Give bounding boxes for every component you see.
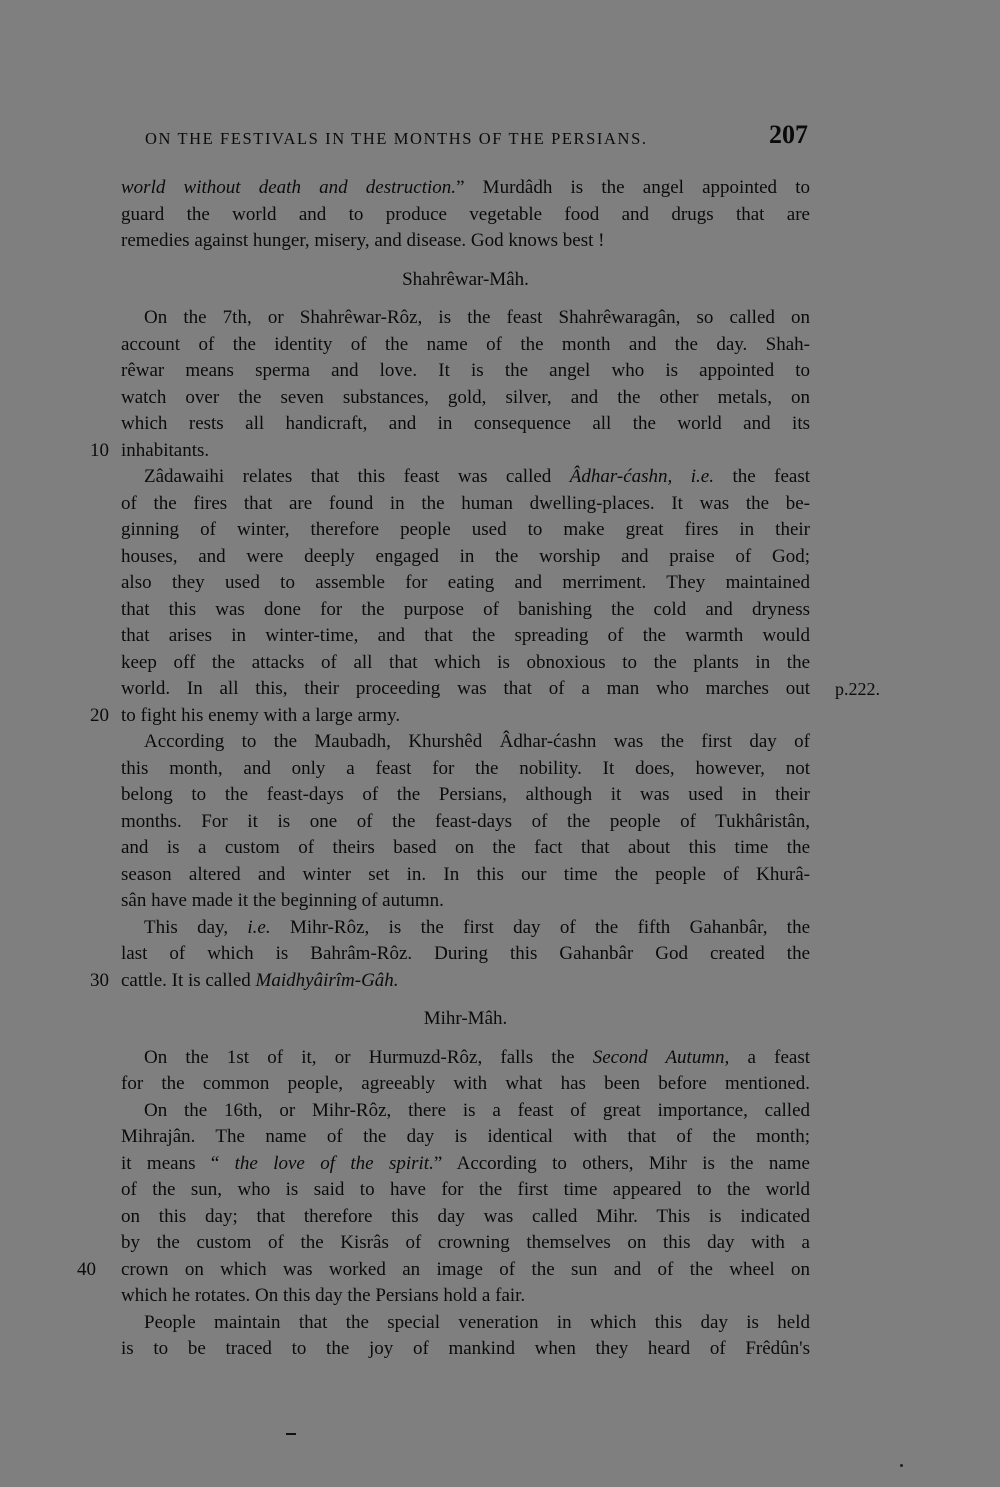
text-line: of the sun, who is said to have for the first time appeared to the world [121,1179,810,1200]
text-line: months. For it is one of the feast-days of the people of Tukhâristân, [121,810,810,832]
running-head: ON THE FESTIVALS IN THE MONTHS OF THE PERSIANS. [145,129,648,148]
text-line: sân have made it the beginning of autumn. [121,890,444,911]
text-line: that arises in winter-time, and that the spreading of the warmth would [121,625,810,646]
text-line: On the 16th, or Mihr-Rôz, there is a feast of great importance, called [144,1099,810,1121]
line-number: 40 [77,1258,96,1280]
text-line: belong to the feast-days of the Persians, although it was used in their [121,784,810,805]
text-line: on this day; that therefore this day was called Mihr. This is indicated [121,1205,810,1227]
ink-speck [900,1464,903,1467]
text-line: world. In all this, their proceeding was that of a man who marches out p.222. [121,676,810,703]
text-line: 20 to fight his enemy with a large army. [121,703,810,730]
text-line: ginning of winter, therefore people used to make great fires in their [121,519,810,540]
text-line: Zâdawaihi relates that this feast was called Âdhar-ćashn, i.e. the feast [144,466,810,487]
text-line: last of which is Bahrâm-Rôz. During this Gahanbâr God created the [121,943,810,964]
text-line: watch over the seven substances, gold, silver, and the other metals, on [121,386,810,408]
text-line: season altered and winter set in. In this our time the people of Khurâ- [121,863,810,885]
text-line: it means “ the love of the spirit.” According to others, Mihr is the name [121,1152,810,1174]
text-line: is to be traced to the joy of mankind when they heard of Frêdûn's [121,1338,810,1359]
page-header [145,120,810,156]
text-line: guard the world and to produce vegetable food and drugs that are [121,203,810,225]
text-line: which rests all handicraft, and in consequence all the world and its [121,413,810,434]
section-heading: Mihr-Mâh. [423,1008,508,1029]
text-line: that this was done for the purpose of banishing the cold and dryness [121,598,810,620]
text-line: rêwar means sperma and love. It is the angel who is appointed to [121,360,810,381]
text-line: for the common people, agreeably with what has been before mentioned. [121,1073,810,1094]
text-line: also they used to assemble for eating and merriment. They maintained [121,572,810,593]
text-line: 40 crown on which was worked an image of the sun and of the wheel on [121,1257,810,1284]
text-line: According to the Maubadh, Khurshêd Âdhar-ćashn was the first day of [144,731,810,752]
text-line: Mihrajân. The name of the day is identical with that of the month; [121,1126,810,1147]
line-number: 30 [90,969,109,991]
text-line: 30 cattle. It is called Maidhyâirîm-Gâh. [121,968,810,995]
text-line: this month, and only a feast for the nobility. It does, however, not [121,757,810,779]
text-line: 10 inhabitants. [121,438,810,465]
text-line: On the 7th, or Shahrêwar-Rôz, is the feast Shahrêwaragân, so called on [144,307,810,328]
text-line: account of the identity of the name of the month and the day. Shah- [121,333,810,355]
body-text [77,175,880,1363]
page-number: 207 [769,120,808,149]
text-line: and is a custom of theirs based on the fact that about this time the [121,837,810,858]
text-line: On the 1st of it, or Hurmuzd-Rôz, falls the Second Autumn, a feast [144,1046,810,1068]
line-number: 10 [90,439,109,461]
text-line: People maintain that the special veneration in which this day is held [144,1311,810,1333]
line-number: 20 [90,704,109,726]
text-line: of the fires that are found in the human dwelling-places. It was the be- [121,492,810,514]
text-line: This day, i.e. Mihr-Rôz, is the first day of the fifth Gahanbâr, the [144,916,810,938]
section-heading: Shahrêwar-Mâh. [402,268,529,290]
text-line: houses, and were deeply engaged in the worship and praise of God; [121,545,810,567]
ink-speck [286,1433,296,1435]
text-line: which he rotates. On this day the Persians hold a fair. [121,1285,526,1306]
text-line: keep off the attacks of all that which is obnoxious to the plants in the [121,651,810,673]
text-line: by the custom of the Kisrâs of crowning themselves on this day with a [121,1232,810,1253]
text-line: world without death and destruction.” Murdâdh is the angel appointed to [121,177,810,198]
text-line: remedies against hunger, misery, and disease. God knows best ! [121,230,605,251]
margin-note: p.222. [835,679,880,699]
